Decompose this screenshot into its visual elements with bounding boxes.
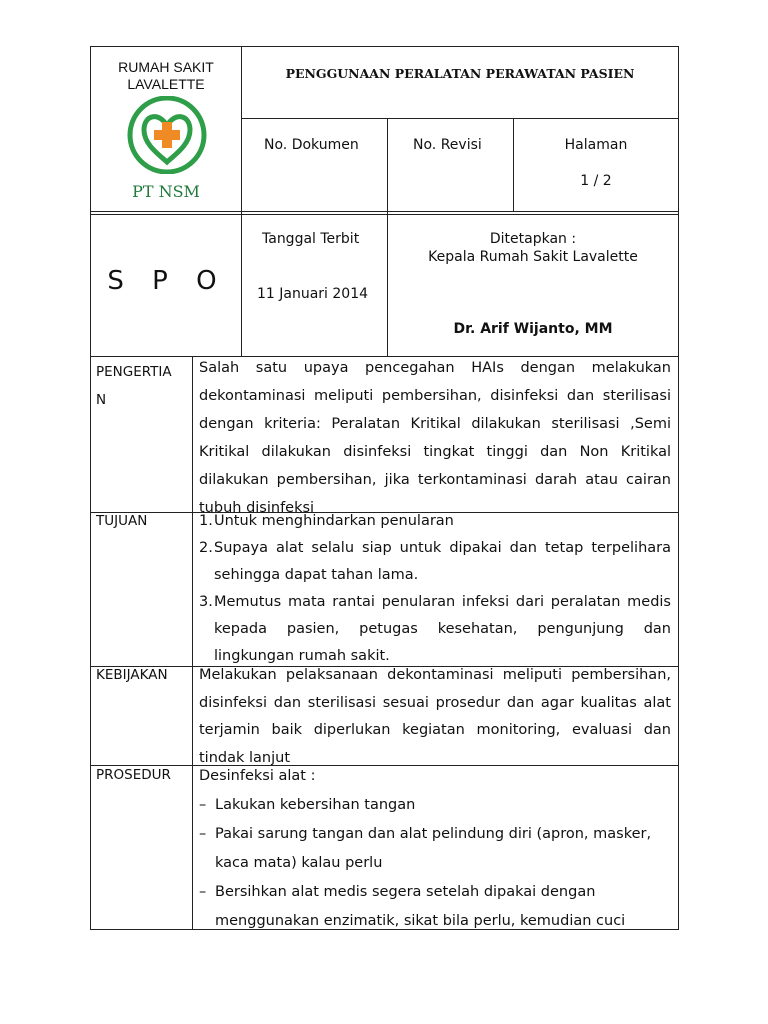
prosedur-label: PROSEDUR <box>96 767 171 783</box>
hospital-logo <box>124 96 210 174</box>
no-revisi-label: No. Revisi <box>413 137 482 153</box>
prosedur-list <box>199 762 671 936</box>
tanggal-terbit-label: Tanggal Terbit <box>262 231 360 247</box>
list-text: Supaya alat selalu siap untuk dipakai dan tetap terpelihara sehingga dapat tahan lama. <box>214 540 671 583</box>
heart-cross-logo-icon <box>124 96 210 174</box>
list-item <box>199 820 671 878</box>
tujuan-list <box>199 508 671 670</box>
dash-marker: – <box>199 797 207 813</box>
spo-label: S P O <box>107 266 227 296</box>
kebijakan-label: KEBIJAKAN <box>96 667 168 683</box>
pengertian-label-line2: N <box>96 392 107 408</box>
hospital-name <box>92 59 240 93</box>
tanggal-terbit-value: 11 Januari 2014 <box>257 286 369 302</box>
logo-text: PT NSM <box>132 182 200 201</box>
list-text: Lakukan kebersihan tangan <box>215 797 416 813</box>
document-title: PENGGUNAAN PERALATAN PERAWATAN PASIEN <box>285 66 635 81</box>
list-number: 3. <box>199 594 213 610</box>
list-item <box>199 791 671 820</box>
list-text: Memutus mata rantai penularan infeksi dari peralatan medis kepada pasien, petugas kesehatan, pengunjung dan lingkungan rumah sakit. <box>214 594 671 664</box>
kebijakan-text: Melakukan pelaksanaan dekontaminasi meliputi pembersihan, disinfeksi dan sterilisasi sesuai prosedur dan agar kualitas alat terjamin baik diperlukan kegiatan monitoring, evaluasi dan tindak lanjut <box>199 667 671 766</box>
tujuan-label: TUJUAN <box>96 513 148 529</box>
hospital-name-line1: RUMAH SAKIT <box>118 59 214 75</box>
halaman-label: Halaman <box>564 137 628 153</box>
dash-marker: – <box>199 884 207 900</box>
signer-name: Dr. Arif Wijanto, MM <box>453 321 613 337</box>
halaman-value: 1 / 2 <box>580 173 612 189</box>
no-dokumen-label: No. Dokumen <box>264 137 359 153</box>
list-item <box>199 535 671 589</box>
pengertian-text: Salah satu upaya pencegahan HAIs dengan melakukan dekontaminasi meliputi pembersihan, disinfeksi dan sterilisasi dengan kriteria: Peralatan Kritikal dilakukan sterilisasi ,Semi Kritikal dilakukan disinfeksi tingkat tinggi dan Non Kritikal dilakukan pembersihan, jika terkontaminasi darah atau cairan tubuh disinfeksi <box>199 360 671 516</box>
hospital-name-line2: LAVALETTE <box>127 76 205 92</box>
list-item <box>199 589 671 670</box>
pengertian-label-line1: PENGERTIA <box>96 364 172 380</box>
dash-marker: – <box>199 826 207 842</box>
list-number: 1. <box>199 513 213 529</box>
prosedur-heading: Desinfeksi alat : <box>199 768 316 784</box>
list-text: Pakai sarung tangan dan alat pelindung diri (apron, masker, kaca mata) kalau perlu <box>215 826 652 871</box>
list-item <box>199 878 671 936</box>
list-number: 2. <box>199 540 213 556</box>
list-item <box>199 508 671 535</box>
kepala-rs-label: Kepala Rumah Sakit Lavalette <box>428 249 638 265</box>
list-text: Untuk menghindarkan penularan <box>214 513 454 529</box>
list-text: Bersihkan alat medis segera setelah dipakai dengan menggunakan enzimatik, sikat bila perlu, kemudian cuci <box>215 884 626 929</box>
ditetapkan-label: Ditetapkan : <box>489 231 577 247</box>
pengertian-label <box>96 358 190 414</box>
